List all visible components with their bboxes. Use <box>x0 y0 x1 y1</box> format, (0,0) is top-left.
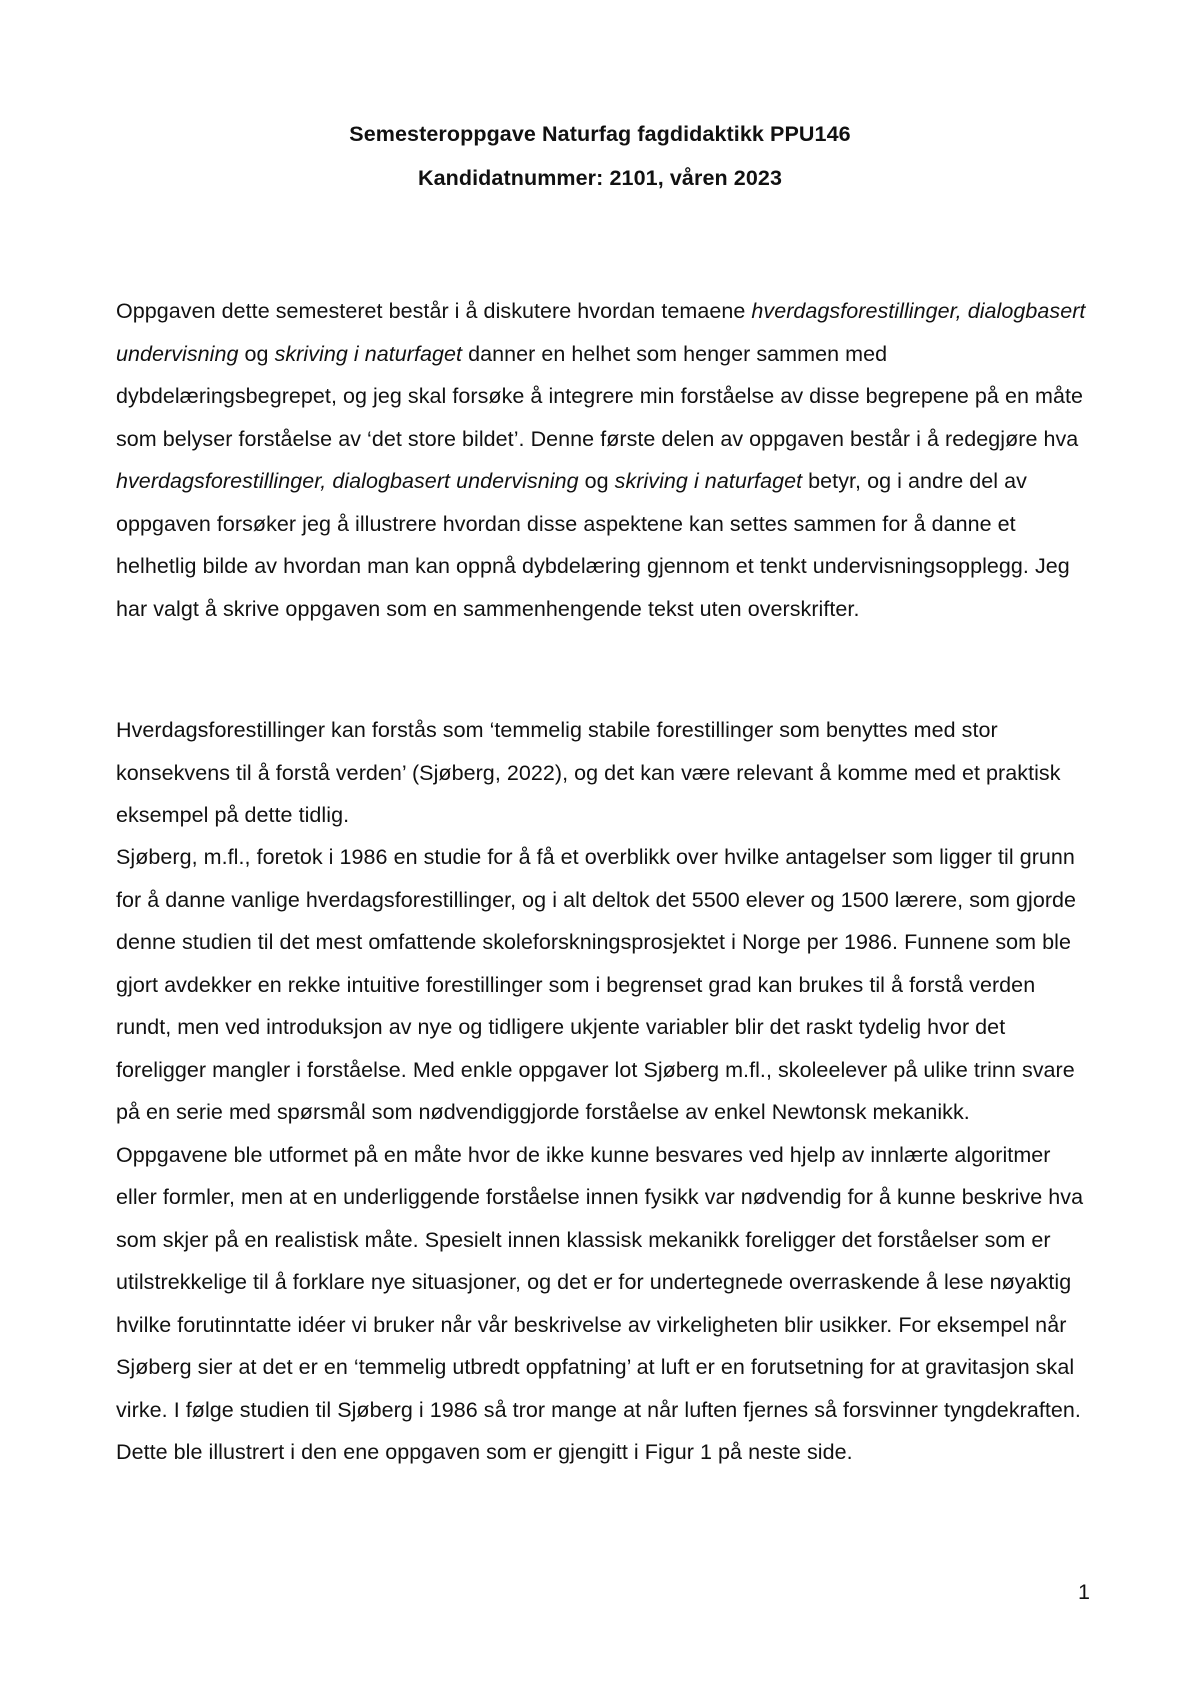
document-title: Semesteroppgave Naturfag fagdidaktikk PPU146 <box>349 122 851 146</box>
candidate-line: Kandidatnummer: 2101, våren 2023 <box>417 166 783 190</box>
text-run: betyr, og i andre del av oppgaven forsøker jeg å illustrere hvordan disse aspektene kan settes sammen for å danne et helhetlig bilde av hvordan man kan oppnå dybdelæring gjennom et tenkt undervisningsopplegg. Jeg har valgt å skrive oppgaven som en sammenhengende tekst uten overskrifter. <box>116 469 1070 621</box>
intro-paragraph <box>116 290 1086 630</box>
text-run: og <box>238 341 275 366</box>
definition-paragraph: Hverdagsforestillinger kan forstås som ‘temmelig stabile forestillinger som benyttes med stor konsekvens til å forstå verden’ (Sjøberg, 2022), og det kan være relevant å komme med et praktisk eksempel på dette tidlig. <box>116 718 1061 827</box>
italic-term: skriving i naturfaget <box>614 469 803 493</box>
italic-term: hverdagsforestillinger, dialogbasert undervisning <box>116 299 1086 366</box>
text-run: Oppgaven dette semesteret består i å diskutere hvordan temaene <box>116 299 752 323</box>
study-paragraph: Sjøberg, m.fl., foretok i 1986 en studie for å få et overblikk over hvilke antagelser som ligger til grunn for å danne vanlige hverdagsforestillinger, og i alt deltok det 5500 elever og 1500 lærere, som gjorde denne studien til det mest omfattende skoleforskningsprosjektet i Norge per 1986. Funnene som ble gjort avdekker en rekke intuitive forestillinger som i begrenset grad kan brukes til å forstå verden rundt, men ved introduksjon av nye og tidligere ukjente variabler blir det raskt tydelig hvor det foreligger mangler i forståelse. Med enkle oppgaver lot Sjøberg m.fl., skoleelever på ulike trinn svare på en serie med spørsmål som nødvendiggjorde forståelse av enkel Newtonsk mekanikk. Oppgavene ble utformet på en måte hvor de ikke kunne besvares ved hjelp av innlærte algoritmer eller formler, men at en underliggende forståelse innen fysikk var nødvendig for å kunne beskrive hva som skjer på en realistisk måte. Spesielt innen klassisk mekanikk foreligger det forståelser som er utilstrekkelige til å forklare nye situasjoner, og det er for undertegnede overraskende å lese nøyaktig hvilke forutinntatte idéer vi bruker når vår beskrivelse av virkeligheten blir usikker. For eksempel når Sjøberg sier at det er en ‘temmelig utbredt oppfatning’ at luft er en forutsetning for at gravitasjon skal virke. I følge studien til Sjøberg i 1986 så tror mange at når luften fjernes så forsvinner tyngdekraften. Dette ble illustrert i den ene oppgaven som er gjengitt i Figur 1 på neste side. <box>116 845 1084 1464</box>
page-number: 1 <box>1078 1580 1090 1604</box>
text-run: og <box>578 469 615 493</box>
italic-term: skriving i naturfaget <box>274 341 463 366</box>
italic-term: hverdagsforestillinger, dialogbasert undervisning <box>116 469 579 493</box>
text-run: danner en helhet som henger sammen med dybdelæringsbegrepet, og jeg skal forsøke å integrere min forståelse av disse begrepene på en måte som belyser forståelse av ‘det store bildet’. Denne første delen av oppgaven består i å redegjøre hva <box>116 341 1083 451</box>
title-block <box>0 112 1200 200</box>
